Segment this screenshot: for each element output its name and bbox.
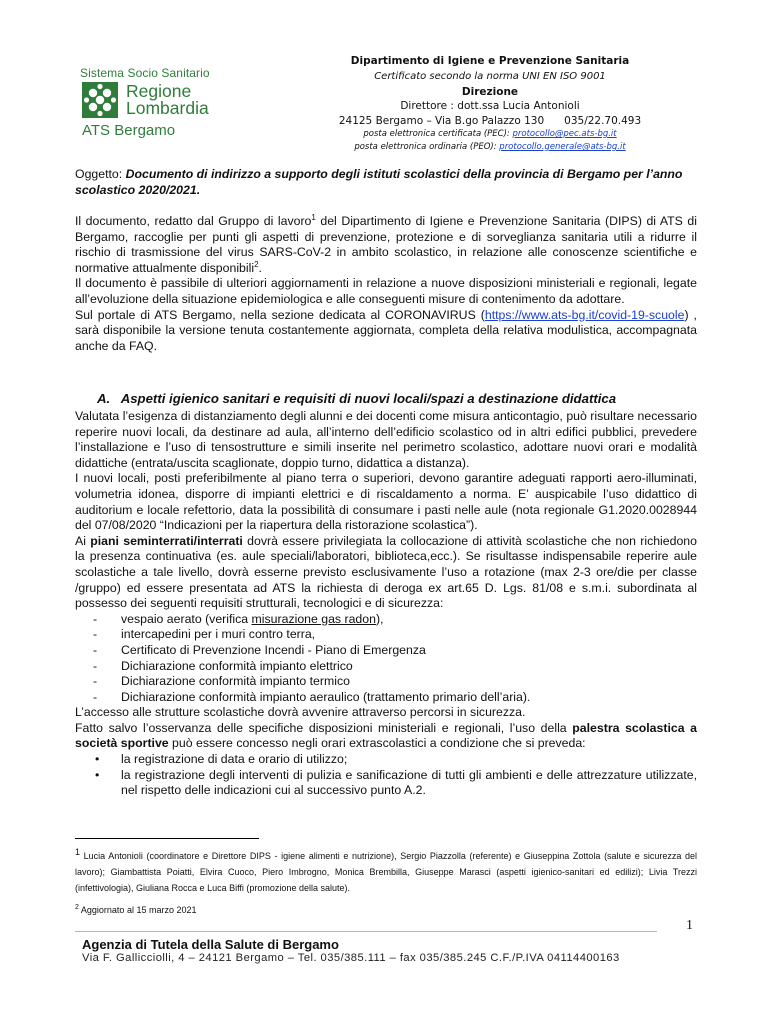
- intro-paragraph-3: [75, 308, 697, 355]
- section-a-p5-bold: palestra scolastica a società sportive: [75, 720, 698, 751]
- intro: [75, 214, 697, 354]
- pec-label: posta elettronica certificata (PEC):: [363, 129, 513, 139]
- list-item: - Dichiarazione conformità impianto elettrico: [93, 659, 697, 675]
- footnote-2: [75, 905, 197, 915]
- gym-conditions-list: [75, 752, 697, 799]
- list-item: • la registrazione degli interventi di pulizia e sanificazione di tutti gli ambienti e delle attrezzature utilizzate, nel rispetto delle indicazioni cui al successivo punto A.2.: [93, 768, 697, 799]
- footer-address: Via F. Gallicciolli, 4 – 24121 Bergamo – Tel. 035/385.111 – fax 035/385.245 C.F./P.IVA 04114400163: [82, 952, 620, 964]
- section-a-p5-b: può essere concesso negli orari extrascolastici a condizione che si preveda:: [168, 736, 586, 751]
- list-item: - Dichiarazione conformità impianto aeraulico (trattamento primario dell’aria).: [93, 690, 697, 706]
- section-a-body: [75, 409, 697, 799]
- list-item: - Dichiarazione conformità impianto termico: [93, 674, 697, 690]
- header-direction: Direzione: [461, 86, 519, 98]
- section-a-p3-a: Ai: [75, 533, 91, 548]
- footnote-1-number: 1: [75, 847, 81, 857]
- covid-scuole-link[interactable]: https://www.ats-bg.it/covid-19-scuole: [484, 307, 685, 322]
- section-a-paragraph-4: L’accesso alle strutture scolastiche dovrà avvenire attraverso percorsi in sicurezza.: [75, 705, 526, 720]
- footnote-2-number: 2: [75, 904, 79, 911]
- section-a-p3-b: dovrà essere privilegiata la collocazione di attività scolastiche che non richiedono la presenza continuativa (es. aule speciali/laboratori, biblioteca,ecc.). Se risultasse indispensabile reperire aule scolastiche a tale livello, dovrà esserne previsto esclusivamente l’uso a rotazione (max 2-3 ore/die per classe /gruppo) ed essere presentata ad ATS la richiesta di deroga ex art.65 D. Lgs. 81/08 e s.m.i. subordinata al possesso dei seguenti requisiti strutturali, tecnologici e di sicurezza:: [75, 533, 697, 611]
- header-department: Dipartimento di Igiene e Prevenzione Sanitaria: [350, 55, 630, 67]
- pec-email-link[interactable]: protocollo@pec.ats-bg.it: [512, 129, 617, 139]
- header-address: 24125 Bergamo – Via B.go Palazzo 130 035/22.70.493: [338, 115, 642, 127]
- header-peo: [310, 142, 670, 152]
- section-a-p3-bold: piani seminterrati/interrati: [90, 533, 243, 548]
- logo-ats-name: ATS Bergamo: [82, 122, 176, 139]
- header-certification: Certificato secondo la norma UNI EN ISO 9001: [374, 71, 606, 82]
- peo-label: posta elettronica ordinaria (PEO):: [354, 142, 500, 152]
- section-a-paragraph-3: [75, 534, 697, 612]
- footnote-1: [75, 848, 697, 896]
- list-item: • la registrazione di data e orario di utilizzo;: [93, 752, 697, 768]
- footnote-ref-2: 2: [254, 259, 259, 269]
- intro-p3-b: ) , sarà disponibile la versione tenuta costantemente aggiornata, completa della relativa modulistica, accompagnata anche da FAQ.: [75, 307, 697, 353]
- header-pec: [310, 129, 670, 139]
- intro-p3-a: Sul portale di ATS Bergamo, nella sezione dedicata al CORONAVIRUS (: [75, 307, 485, 322]
- footer-agency: Agenzia di Tutela della Salute di Bergamo: [82, 937, 339, 952]
- regione-lombardia-logo-icon: [82, 82, 118, 118]
- footnote-2-text: Aggiornato al 15 marzo 2021: [78, 905, 197, 915]
- section-a-paragraph-5: [75, 721, 697, 752]
- logo-region-line1: Regione: [126, 81, 192, 101]
- list-item: [93, 612, 697, 628]
- section-a-paragraph-2: I nuovi locali, posti preferibilmente al piano terra o superiori, devono garantire adeguati rapporti aero-illuminati, volumetria idonea, disporre di impianti elettrici e di riscaldamento a norma. E’ auspicabile l’uso didattico di auditorium e locale refettorio, data la possibilità di consumare i pasti nelle aule (nota regionale G1.2020.0028944 del 07/08/2020 “Indicazioni per la riapertura della ristorazione scolastica”).: [75, 471, 697, 533]
- logo-system-text: Sistema Socio Sanitario: [80, 66, 210, 80]
- footnote-1-text: Lucia Antonioli (coordinatore e Direttore DIPS - igiene alimenti e nutrizione), Sergio Piazzolla (referente) e Giuseppina Zottola (salute e sicurezza del lavoro); Giambattista Poiatti, Elvira Cuoco, Piero Imbrogno, Monica Brembilla, Giuseppe Marasci (aspetti igienico-sanitari ed edilizi); Livia Trezzi (infettivologia), Giuliana Rocca e Luca Biffi (promozione della salute).: [75, 851, 697, 893]
- section-a-heading: A. Aspetti igienico sanitari e requisiti di nuovi locali/spazi a destinazione didattica: [97, 391, 617, 406]
- page-number: 1: [686, 918, 693, 933]
- requirements-list: [75, 612, 697, 706]
- subject-text: Documento di indirizzo a supporto degli istituti scolastici della provincia di Bergamo per l’anno scolastico 2020/2021.: [75, 167, 683, 197]
- intro-p1-b: del Dipartimento di Igiene e Prevenzione Sanitaria (DIPS) di ATS di Bergamo, raccoglie per punti gli aspetti di prevenzione, protezione e di sorveglianza sanitaria utili a ridurre il rischio di trasmissione del virus SARS-CoV-2 in ambito scolastico, in relazione alle conoscenze scientifiche e normative attualmente disponibili: [75, 214, 697, 275]
- list-item-text-post: ),: [375, 611, 384, 626]
- header-director: Direttore : dott.ssa Lucia Antonioli: [400, 100, 580, 112]
- section-a-paragraph-1: Valutata l’esigenza di distanziamento degli alunni e dei docenti come misura anticontagio, può risultare necessario reperire nuovi locali, da destinare ad aula, all’interno dell’edificio scolastico od in altri edifici pubblici, prevedere l’installazione e l’uso di tensostrutture e simili inserite nel perimetro scolastico, adottare nuovi orari e modalità didattiche (entrata/uscita scaglionate, doppio turno, didattica a distanza).: [75, 409, 697, 470]
- logo-region-name: [126, 83, 209, 117]
- radon-link[interactable]: misurazione gas radon: [251, 611, 376, 626]
- section-a-p5-a: Fatto salvo l’osservanza delle specifiche disposizioni ministeriali e regionali, l’uso della: [75, 720, 573, 735]
- footnote-divider: [75, 838, 259, 839]
- intro-p1-c: .: [258, 260, 262, 275]
- intro-paragraph-1: [75, 214, 697, 276]
- list-item-text: vespaio aerato (verifica: [121, 611, 252, 626]
- list-item: - intercapedini per i muri contro terra,: [93, 627, 697, 643]
- subject: [75, 167, 697, 198]
- footnote-ref-1: 1: [311, 212, 316, 222]
- list-item: - Certificato di Prevenzione Incendi - Piano di Emergenza: [93, 643, 697, 659]
- footer-divider: [75, 931, 657, 932]
- logo-region-line2: Lombardia: [126, 98, 209, 118]
- peo-email-link[interactable]: protocollo.generale@ats-bg.it: [499, 142, 626, 152]
- intro-p1-a: Il documento, redatto dal Gruppo di lavoro: [75, 214, 312, 228]
- intro-paragraph-2: Il documento è passibile di ulteriori aggiornamenti in relazione a nuove disposizioni ministeriali e regionali, legate all’evoluzione della situazione epidemiologica e alle conseguenti misure di contenimento da adottare.: [75, 276, 697, 306]
- subject-label: Oggetto:: [75, 167, 126, 181]
